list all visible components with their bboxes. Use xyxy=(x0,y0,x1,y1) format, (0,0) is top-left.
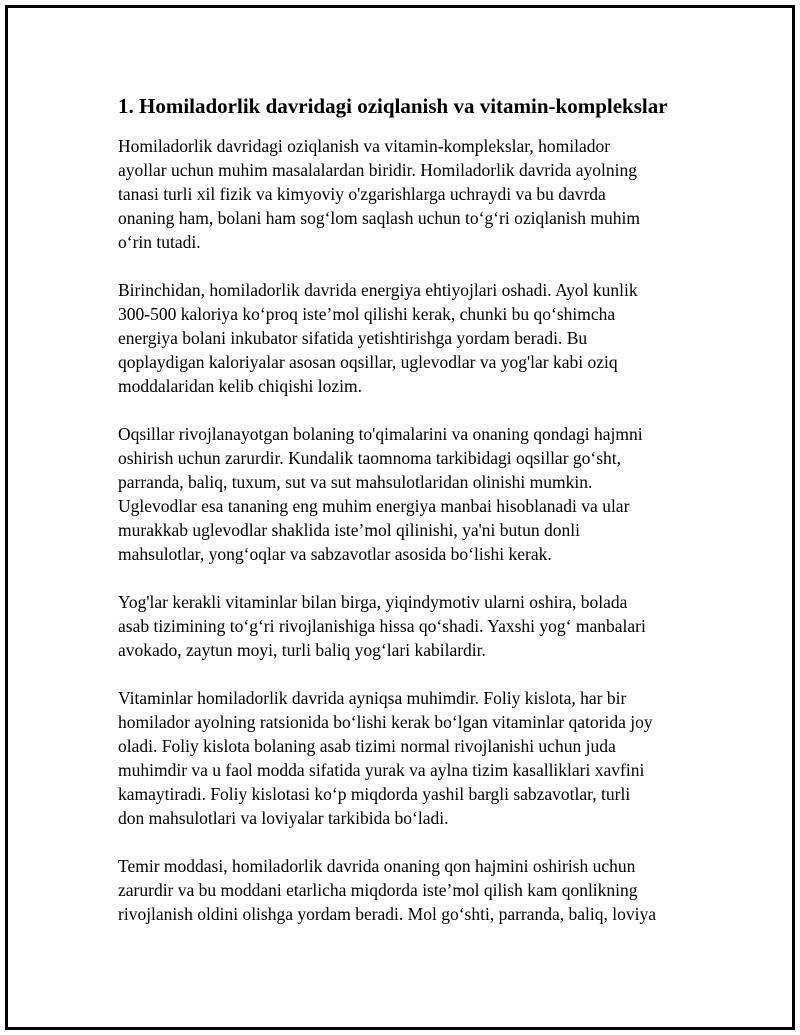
text-line: Oqsillar rivojlanayotgan bolaning to'qimalarini va onaning qondagi hajmni xyxy=(118,424,643,444)
paragraph-proteins xyxy=(118,422,698,566)
document-heading: 1. Homiladorlik davridagi oziqlanish va vitamin-komplekslar xyxy=(118,94,668,118)
text-line: moddalaridan kelib chiqishi lozim. xyxy=(118,376,362,396)
text-line: ayollar uchun muhim masalalardan biridir. Homiladorlik davrida ayolning xyxy=(118,160,638,180)
text-line: Yog'lar kerakli vitaminlar bilan birga, yiqindymotiv ularni oshira, bolada xyxy=(118,592,628,612)
paragraph-fats xyxy=(118,590,698,662)
text-line: qoplaydigan kaloriyalar asosan oqsillar, uglevodlar va yog'lar kabi oziq xyxy=(118,352,618,372)
text-line: homilador ayolning ratsionida bo‘lishi kerak bo‘lgan vitaminlar qatorida joy xyxy=(118,712,653,732)
paragraph-vitamins xyxy=(118,686,698,830)
text-line: asab tizimining to‘g‘ri rivojlanishiga hissa qo‘shadi. Yaxshi yog‘ manbalari xyxy=(118,616,646,636)
text-line: zarurdir va bu moddani etarlicha miqdorda iste’mol qilish kam qonlikning xyxy=(118,880,638,900)
text-line: kamaytiradi. Foliy kislotasi ko‘p miqdorda yashil bargli sabzavotlar, turli xyxy=(118,784,631,804)
text-line: muhimdir va u faol modda sifatida yurak va aylna tizim kasalliklari xavfini xyxy=(118,760,645,780)
paragraph-energy xyxy=(118,278,698,398)
text-line: Vitaminlar homiladorlik davrida ayniqsa muhimdir. Foliy kislota, har bir xyxy=(118,688,627,708)
text-line: Uglevodlar esa tananing eng muhim energiya manbai hisoblanadi va ular xyxy=(118,496,630,516)
text-line: onaning ham, bolani ham sog‘lom saqlash uchun to‘g‘ri oziqlanish muhim xyxy=(118,208,641,228)
text-line: tanasi turli xil fizik va kimyoviy o'zgarishlarga uchraydi va bu davrda xyxy=(118,184,606,204)
text-line: rivojlanish oldini olishga yordam beradi. Mol go‘shti, parranda, baliq, loviya xyxy=(118,904,657,924)
text-line: Temir moddasi, homiladorlik davrida onaning qon hajmini oshirish uchun xyxy=(118,856,636,876)
document-body xyxy=(118,92,698,950)
paragraph-intro xyxy=(118,134,698,254)
text-line: 300-500 kaloriya ko‘proq iste’mol qilishi kerak, chunki bu qo‘shimcha xyxy=(118,304,616,324)
text-line: parranda, baliq, tuxum, sut va sut mahsulotlaridan olinishi mumkin. xyxy=(118,472,593,492)
text-line: mahsulotlar, yong‘oqlar va sabzavotlar asosida bo‘lishi kerak. xyxy=(118,544,552,564)
paragraph-iron xyxy=(118,854,698,926)
text-line: oshirish uchun zarurdir. Kundalik taomnoma tarkibidagi oqsillar go‘sht, xyxy=(118,448,622,468)
text-line: o‘rin tutadi. xyxy=(118,232,201,252)
text-line: Birinchidan, homiladorlik davrida energiya ehtiyojlari oshadi. Ayol kunlik xyxy=(118,280,638,300)
text-line: Homiladorlik davridagi oziqlanish va vitamin-komplekslar, homilador xyxy=(118,136,611,156)
text-line: don mahsulotlari va loviyalar tarkibida bo‘ladi. xyxy=(118,808,449,828)
text-line: avokado, zaytun moyi, turli baliq yog‘lari kabilardir. xyxy=(118,640,486,660)
text-line: oladi. Foliy kislota bolaning asab tizimi normal rivojlanishi uchun juda xyxy=(118,736,616,756)
text-line: murakkab uglevodlar shaklida iste’mol qilinishi, ya'ni butun donli xyxy=(118,520,580,540)
text-line: energiya bolani inkubator sifatida yetishtirishga yordam beradi. Bu xyxy=(118,328,588,348)
